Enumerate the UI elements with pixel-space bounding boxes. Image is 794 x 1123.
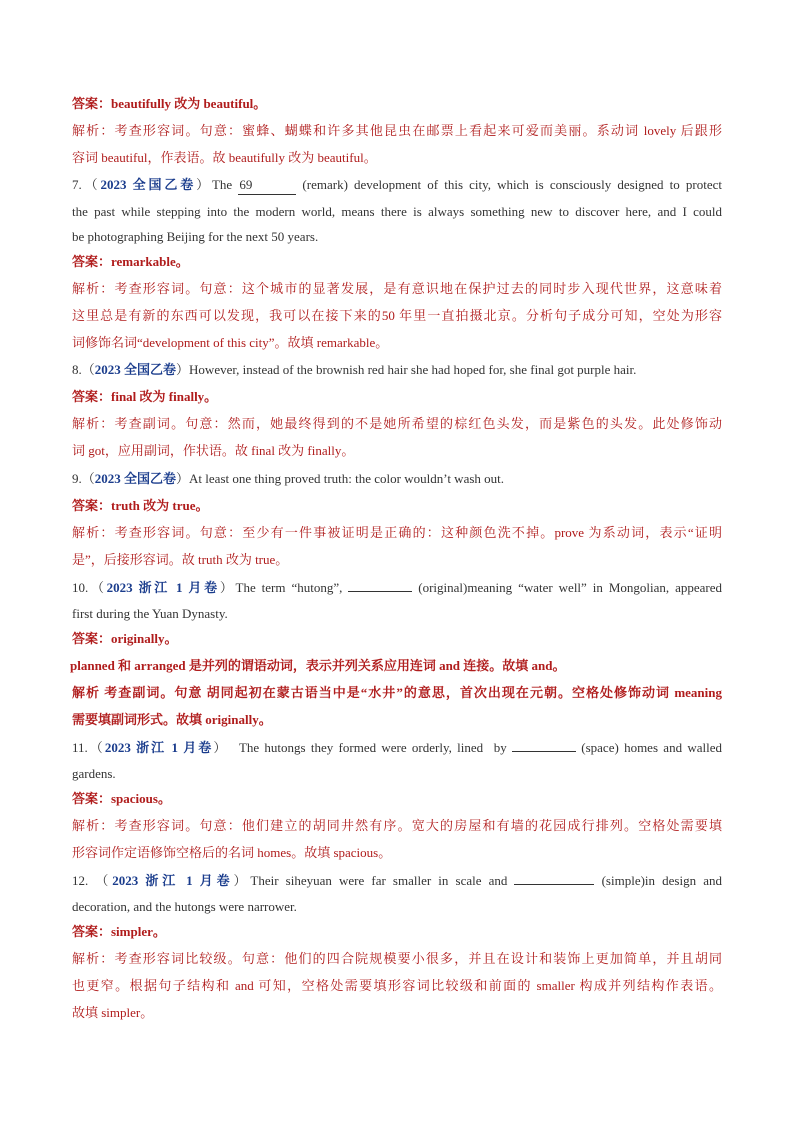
analysis-line: 这里总是有新的东西可以发现，我可以在接下来的50 年里一直拍摄北京。分析句子成分可知，空处为形容: [72, 308, 722, 323]
analysis-line: 解析：考查形容词比较级。句意：他们的四合院规模要小很多，并且在设计和装饰上更加简单，并且胡同: [72, 951, 722, 966]
question-10: 10.（2023 浙江 1 月卷）The term “hutong”, (original)meaning “water well” in Mongolian, appeared: [72, 580, 722, 595]
question-source: 2023 全国乙卷: [94, 362, 177, 377]
analysis-line: 词 got，应用副词，作状语。故 final 改为 finally。: [72, 443, 355, 458]
answer-blank: [514, 884, 594, 885]
question-text: first during the Yuan Dynasty.: [72, 606, 228, 621]
answer-line: 答案：beautifully 改为 beautiful。: [72, 96, 267, 111]
analysis-line: 需要填副词形式。故填 originally。: [72, 712, 272, 727]
analysis-line: 解析：考查形容词。句意：至少有一件事被证明是正确的：这种颜色洗不掉。prove 为系动词，表示“证明: [72, 525, 722, 540]
question-9: 9.（2023 全国乙卷）At least one thing proved truth: the color wouldn’t wash out.: [72, 471, 505, 486]
answer-blank: [512, 751, 576, 752]
question-7: 7.（2023 全国乙卷）The 69 (remark) development of this city, which is consciously designed to protect: [72, 176, 722, 195]
answer-line: 答案：simpler。: [72, 924, 166, 939]
question-source: 2023 浙江 1 月卷: [106, 580, 220, 595]
answer-blank: [348, 591, 412, 592]
question-12: 12. （2023 浙江 1 月卷）Their siheyuan were far smaller in scale and (simple)in design and: [72, 873, 722, 888]
question-text: the past while stepping into the modern world, means there is always something new to discover here, and I could: [72, 204, 722, 219]
question-text: decoration, and the hutongs were narrower.: [72, 899, 297, 914]
answer-line: 答案：final 改为 finally。: [72, 389, 218, 404]
extra-note: planned 和 arranged 是并列的谓语动词，表示并列关系应用连词 and 连接。故填 and。: [70, 658, 566, 673]
question-source: 2023 浙江 1 月卷: [112, 873, 234, 888]
question-text: gardens.: [72, 766, 116, 781]
question-source: 2023 浙江 1 月卷: [104, 740, 214, 755]
analysis-line: 容词 beautiful，作表语。故 beautifully 改为 beautiful。: [72, 150, 377, 165]
answer-line: 答案：originally。: [72, 631, 178, 646]
question-8: 8.（2023 全国乙卷）However, instead of the brownish red hair she had hoped for, she final got purple hair.: [72, 362, 637, 377]
analysis-line: 解析：考查形容词。句意：他们建立的胡同井然有序。宽大的房屋和有墙的花园成行排列。空格处需要填: [72, 818, 722, 833]
analysis-line: 故填 simpler。: [72, 1005, 154, 1020]
analysis-line: 是”，后接形容词。故 truth 改为 true。: [72, 552, 289, 567]
answer-line: 答案：truth 改为 true。: [72, 498, 209, 513]
answer-line: 答案：spacious。: [72, 791, 171, 806]
question-11: 11.（2023 浙江 1 月卷） The hutongs they formed were orderly, lined by (space) homes and walled: [72, 740, 722, 755]
analysis-line: 解析：考查形容词。句意：这个城市的显著发展，是有意识地在保护过去的同时步入现代世界，这意味着: [72, 281, 722, 296]
answer-blank: 69: [238, 176, 296, 195]
analysis-line: 解析：考查形容词。句意：蜜蜂、蝴蝶和许多其他昆虫在邮票上看起来可爱而美丽。系动词 lovely 后跟形: [72, 123, 722, 138]
question-source: 2023 全国乙卷: [100, 177, 197, 192]
analysis-line: 解析：考查副词。句意：然而，她最终得到的不是她所希望的棕红色头发，而是紫色的头发。此处修饰动: [72, 416, 722, 431]
question-text: be photographing Beijing for the next 50 years.: [72, 229, 319, 244]
analysis-line: 形容词作定语修饰空格后的名词 homes。故填 spacious。: [72, 845, 392, 860]
analysis-line: 解析 考查副词。句意 胡同起初在蒙古语当中是“水井”的意思，首次出现在元朝。空格处修饰动词 meaning: [72, 685, 722, 700]
answer-line: 答案：remarkable。: [72, 254, 189, 269]
analysis-line: 词修饰名词“development of this city”。故填 remarkable。: [72, 335, 389, 350]
analysis-line: 也更窄。根据句子结构和 and 可知，空格处需要填形容词比较级和前面的 smaller 构成并列结构作表语。: [72, 978, 722, 993]
question-source: 2023 全国乙卷: [94, 471, 177, 486]
